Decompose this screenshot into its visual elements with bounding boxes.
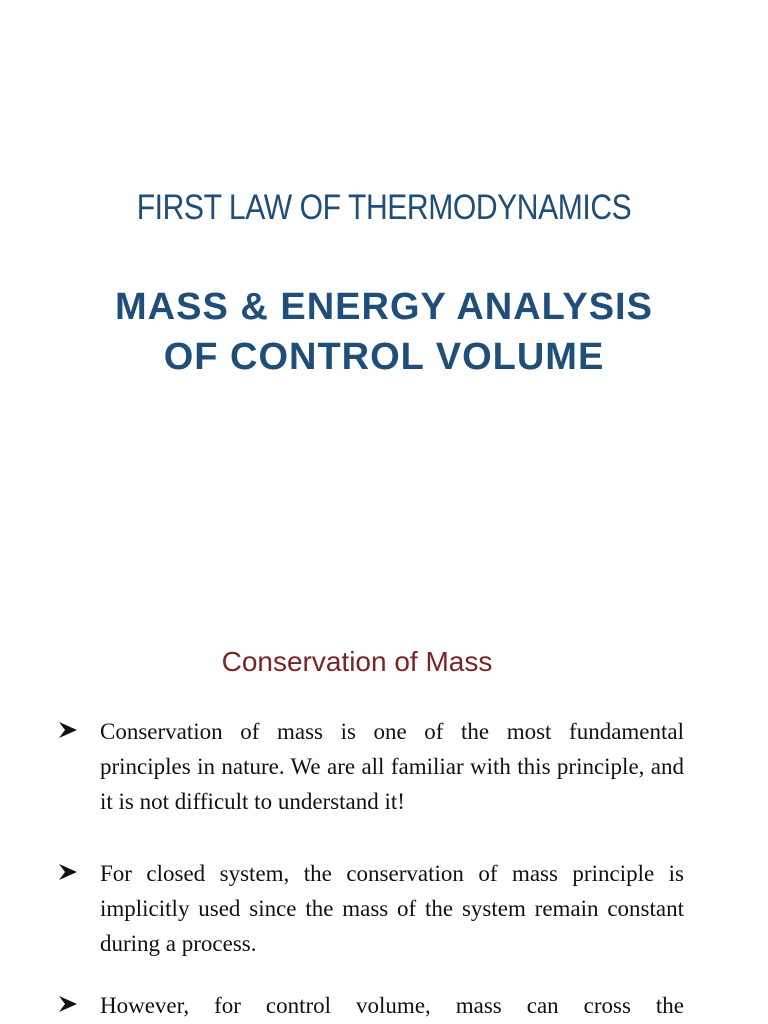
- bullet-text: For closed system, the conservation of mass principle is implicitly used since the mass of the system remain constant during a process.: [100, 861, 684, 956]
- arrowhead-bullet-icon: [58, 995, 78, 1013]
- bullet-text: Conservation of mass is one of the most fundamental principles in nature. We are all familiar with this principle, and it is not difficult to understand it!: [100, 719, 684, 814]
- subtitle: [0, 282, 768, 382]
- bullet-text: However, for control volume, mass can cross the: [100, 993, 684, 1018]
- content-slide: [0, 600, 768, 1024]
- subtitle-line-2: OF CONTROL VOLUME: [163, 336, 605, 378]
- arrowhead-bullet-icon: [58, 863, 78, 881]
- subtitle-line-1: MASS & ENERGY ANALYSIS: [115, 286, 653, 328]
- main-title: FIRST LAW OF THERMODYNAMICS: [136, 188, 632, 227]
- section-heading: Conservation of Mass: [221, 646, 493, 677]
- arrowhead-bullet-icon: [58, 721, 78, 739]
